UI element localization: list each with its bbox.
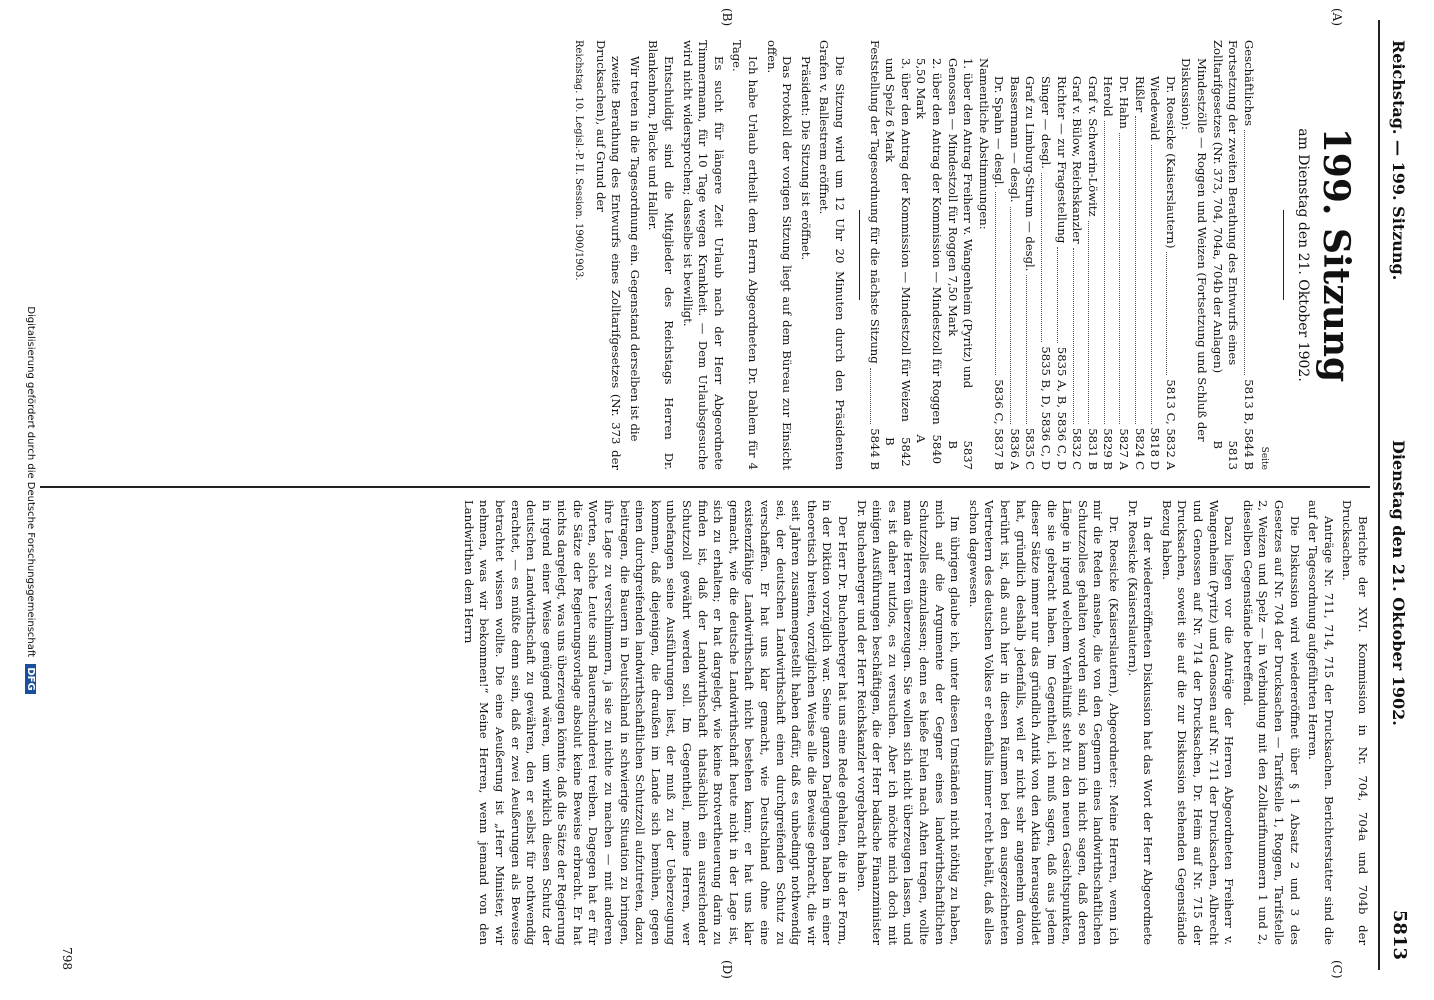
toc-entry-page: 5818 D xyxy=(1148,427,1163,470)
page-header xyxy=(1378,20,1416,970)
toc-entry xyxy=(1022,40,1038,470)
toc-entry-page: 5836 C, 5837 B xyxy=(992,379,1007,470)
toc-entry-text: Dr. Roesicke (Kaiserslautern) xyxy=(1163,76,1178,249)
toc-leader xyxy=(995,192,1007,375)
toc-leader xyxy=(1042,173,1054,342)
toc-entry-page: 5831 B xyxy=(1085,428,1100,470)
toc-entry-text: 2. über den Antrag der Kommission — Mindestzoll für Roggen 5,50 Mark xyxy=(914,58,944,425)
toc-entry-text: Singer — desgl. xyxy=(1039,76,1054,169)
toc-entry xyxy=(1006,40,1022,470)
toc-entry-page: 5827 A xyxy=(1117,428,1132,470)
toc-entry-text: Graf v. Bülow, Reichskanzler xyxy=(1070,76,1085,244)
table-of-contents xyxy=(866,40,1256,470)
toc-entry-page: 5837 B xyxy=(945,440,976,470)
toc-entry-page: 5844 B xyxy=(867,428,882,470)
toc-entry-page: 5829 B xyxy=(1101,428,1116,470)
paragraph: Anträge Nr. 711, 714, 715 der Drucksachen. Berichterstatter sind die auf der Tagesordnung aufgeführten Herren. xyxy=(1306,500,1336,945)
toc-leader xyxy=(1010,207,1022,425)
toc-entry-page: 5842 B xyxy=(883,437,913,467)
title-rule xyxy=(1283,210,1284,300)
toc-leader xyxy=(1057,247,1069,343)
toc-entry xyxy=(1100,40,1116,470)
toc-leader xyxy=(1104,121,1116,425)
toc-leader xyxy=(1073,248,1085,424)
digitization-stamp xyxy=(25,0,36,1000)
column-mark-a: (A) xyxy=(1330,8,1344,27)
toc-entry xyxy=(1178,40,1209,470)
toc-entry-page: 5824 C xyxy=(1132,427,1147,470)
toc-entry-text: Wiedewald xyxy=(1148,76,1163,141)
toc-entry-text: Dr. Spahn — desgl. xyxy=(992,76,1007,189)
column-divider xyxy=(40,486,1370,488)
paragraph: Die Sitzung wird um 12 Uhr 20 Minuten durch den Präsidenten Grafen v. Ballestrem eröffnet. xyxy=(817,40,847,470)
toc-entry xyxy=(1209,40,1240,470)
paragraph: Berichte der XVI. Kommission in Nr. 704, 704a und 704b der Drucksachen. xyxy=(1340,500,1370,945)
right-column xyxy=(10,500,1370,945)
toc-entry-page: 5840 A xyxy=(914,434,944,464)
paragraph: Im übrigen glaube ich, unter diesen Umständen nicht nöthig zu haben, mich auf die Argumente der Gegner eines landwirthschaftlichen Schutzzolles einzulassen; denn es hieße Eulen nach Athen tragen, wollte man die Herren überzeugen. Sie wollen sich nicht überzeugen lassen, und es ist daher nutzlos, es zu versuchen. Aber ich möchte mich doch mit einigen Ausführungen beschäftigen, die der Herr badische Finanzminister Dr. Buchenberger und der Herr Reichskanzler vorgebracht haben. xyxy=(854,500,963,945)
dfg-logo: DFG xyxy=(25,664,36,693)
toc-entry xyxy=(882,40,913,470)
paragraph: Das Protokoll der vorigen Sitzung liegt auf dem Büreau zur Einsicht offen. xyxy=(764,40,795,470)
toc-entry xyxy=(991,40,1007,470)
toc-entry-text: Bassermann — desgl. xyxy=(1007,76,1022,203)
toc-entry-text: Herold xyxy=(1101,76,1116,117)
toc-leader xyxy=(1151,145,1163,424)
toc-entry xyxy=(1240,40,1256,470)
toc-entry xyxy=(1069,40,1085,470)
toc-leader xyxy=(1026,275,1038,423)
toc-entry-page: 5835 A, B, 5836 C, D xyxy=(1054,346,1069,470)
toc-entry xyxy=(1115,40,1131,470)
session-title: 199. Sitzung xyxy=(1315,127,1357,383)
toc-entry-text: Graf v. Schwerin-Löwitz xyxy=(1085,76,1100,217)
sheet-number: 798 xyxy=(60,947,74,970)
toc-entry-page: 5835 B, D, 5836 C, D xyxy=(1039,346,1054,470)
toc-entry-text: Geschäftliches xyxy=(1241,40,1256,127)
toc-entry-text: 1. über den Antrag Freiherr v. Wangenheim (Pyritz) und Genossen — Mindestzoll für Roggen 7,50 Mark xyxy=(945,58,976,389)
left-column xyxy=(10,40,1370,470)
toc-entry-text: Feststellung der Tagesordnung für die nächste Sitzung xyxy=(867,40,882,364)
paragraph: Dazu liegen vor die Anträge der Herren Abgeordneten Freiherr v. Wangenheim (Pyritz) und Genossen auf Nr. 711 der Drucksachen, Albrecht und Genossen auf Nr. 714 der Drucksachen, Dr. Heim auf Nr. 715 der Drucksachen, soweit sie auf die zur Diskussion stehenden Gegenstände Bezug haben. xyxy=(1159,500,1237,945)
left-footnote: Reichstag. 10. Legisl.-P. II. Session. 1900/1903. xyxy=(573,40,585,281)
toc-entry-text: Namentliche Abstimmungen: xyxy=(976,58,991,230)
toc-leader xyxy=(1244,130,1256,375)
paragraph: zweite Berathung des Entwurfs eines Zolltarifgesetzes (Nr. 373 der Drucksachen), auf Grund der xyxy=(593,40,624,470)
toc-entry xyxy=(1053,40,1069,470)
paragraph: Der Herr Dr. Buchenberger hat uns eine Rede gehalten, die in der Form, in der Diktion vorzüglich war. Seine ganzen Darlegungen haben in einer theoretisch breiten, vorzüglichen Weise alle die Beweise gebracht, die wir seit Jahren zusammengestellt haben dafür, daß es unbedingt nothwendig sei, der deutschen Landwirthschaft einen durchgreifenden Schutz zu verschaffen. Er hat uns klar gemacht, wie Deutschland ohne eine existenzfähige Landwirthschaft nicht bestehen kann; er hat uns klar gemacht, wie die deutsche Landwirthschaft heute nicht in der Lage ist, sich zu erhalten; er hat dargelegt, wie keine Brotvertheuerung darin zu finden ist, daß der Landwirthschaft thatsächlich ein ausreichender Schutzzoll gewährt werden soll. Im Gegentheil, meine Herren, wer unbefangen seine Ausführungen liest, der muß zu der Ueberzeugung kommen, daß diejenigen, die draußen im Lande sich bemühen, gegen einen durchgreifenden landwirthschaftlichen Schutzzoll aufzutreten, dazu beitragen, die Bauern in Deutschland in schwierige Situation zu bringen, ihre Lage zu verschlimmern, ja sie zu nichte zu machen — mit anderen Worten, solche Leute sind Bauernschinderei treiben. Dagegen hat er für die Sätze der Regierungsvorlage absolut keine Beweise erbracht. Er hat nichts dargelegt, was uns überzeugen könnte, daß die Sätze der Regierung in irgend einer Weise genügend wären, um wirklich diesen Schutz der deutschen Landwirthschaft zu gewähren, den er selbst für nothwendig erachtet, — es müßte denn sein, daß er zwei Aeußerungen als Beweise betrachtet wissen wollte. Die eine Aeußerung ist „Herr Minister, wir nehmen, was wir bekommen!“ Meine Herren, wenn jemand von den Landwirthen dem Herrn xyxy=(461,500,850,945)
toc-leader xyxy=(870,368,882,425)
page-number: 5813 xyxy=(1389,909,1410,960)
paragraph: Entschuldigt sind die Mitglieder des Reichstags Herren Dr. Blankenhorn, Placke und Haller. xyxy=(646,40,677,470)
header-left: Reichstag. — 199. Sitzung. xyxy=(1389,40,1408,281)
column-mark-d: (D) xyxy=(720,960,734,979)
toc-entry xyxy=(1162,40,1178,470)
paragraph: Dr. Roesicke (Kaiserslautern), Abgeordneter: Meine Herren, wenn ich mir die Reden ansehe, die von den Gegnern eines landwirthschaftlichen Schutzzolles gehalten worden sind, so kann ich nicht sagen, daß deren Länge in irgend welchem Verhältniß steht zu den neuen Gesichtspunkten, die sie gebracht haben. Im Gegentheil, ich muß sagen, daß aus jedem dieser Sätze immer nur das gründlich Antik von den Aktia herausgebildet hat, gründlich deshalb jedenfalls, weil er nicht sehr angenehm davon berührt ist, daß auch hier in diesen Räumen bei den ausgezeichneten Vertretern des deutschen Volkes er ebenfalls immer recht behält, daß alles schon dagewesen. xyxy=(966,500,1122,945)
left-body-text xyxy=(592,40,847,470)
paragraph: In der wiedereröffneten Diskussion hat das Wort der Herr Abgeordnete Dr. Roesicke (Kaiserslautern). xyxy=(1125,500,1156,945)
toc-entry-page: 5836 A xyxy=(1007,428,1022,470)
toc-entry xyxy=(944,40,975,470)
toc-entry-page: 5835 C xyxy=(1023,427,1038,470)
toc-rule xyxy=(859,210,860,300)
toc-seite-label: Seite xyxy=(1259,446,1270,470)
toc-entry xyxy=(1147,40,1163,470)
toc-entry-page: 5813 B, 5844 B xyxy=(1241,379,1256,470)
toc-entry xyxy=(1038,40,1054,470)
toc-entry-text: Graf zu Limburg-Stirum — desgl. xyxy=(1023,76,1038,272)
toc-entry-page: 5813 B xyxy=(1210,440,1241,470)
toc-entry xyxy=(866,40,882,470)
toc-entry-page: 5832 C xyxy=(1070,427,1085,470)
paragraph: Wir treten in die Tagesordnung ein. Gegenstand derselben ist die xyxy=(627,56,642,442)
toc-entry-text: 3. über den Antrag der Kommission — Mindestzoll für Weizen und Spelz 6 Mark xyxy=(883,58,913,422)
digitization-note: Digitalisierung gefördert durch die Deutsche Forschungsgemeinschaft xyxy=(25,306,36,658)
toc-entry-text: Dr. Hahn xyxy=(1117,76,1132,129)
toc-entry xyxy=(1084,40,1100,470)
toc-entry-page: 5813 C, 5832 A xyxy=(1163,379,1178,470)
toc-entry-text: Fortsetzung der zweiten Berathung des Entwurfs eines Zolltarifgesetzes (Nr. 373, 704, 704a, 704b der Anlagen) xyxy=(1210,40,1241,374)
toc-entry xyxy=(1131,40,1147,470)
paragraph: Die Diskussion wird wiedereröffnet über § 1 Absatz 2 und 3 des Gesetzes auf Nr. 704 der Drucksachen — Tarifstelle 1, Roggen, Tarifstelle 2, Weizen und Spelz — in Verbindung mit den Zolltarifnummern 1 und 2, dieselben Gegenstände betreffend. xyxy=(1240,500,1302,945)
paragraph: Ich habe Urlaub ertheilt dem Herrn Abgeordneten Dr. Dahlem für 4 Tage. xyxy=(730,40,760,470)
toc-leader xyxy=(1088,221,1100,425)
paragraph: Präsident: Die Sitzung ist eröffnet. xyxy=(798,56,813,261)
column-mark-b: (B) xyxy=(720,8,734,27)
toc-entry xyxy=(975,40,991,470)
toc-leader xyxy=(1166,252,1178,375)
session-date: am Dienstag den 21. Oktober 1902. xyxy=(1295,128,1311,382)
toc-entry-text: Rißler xyxy=(1132,76,1147,113)
column-mark-c: (C) xyxy=(1330,960,1344,979)
toc-leader xyxy=(1119,133,1131,425)
toc-leader xyxy=(1135,116,1147,424)
header-date: Dienstag den 21. Oktober 1902. xyxy=(1389,440,1408,726)
toc-entry xyxy=(913,40,944,470)
right-body-text xyxy=(460,500,1370,945)
toc-entry-text: Mindestzölle — Roggen und Weizen (Fortsetzung und Schluß der Diskussion): xyxy=(1179,58,1210,442)
toc-entry-text: Richter — zur Fragestellung xyxy=(1054,76,1069,244)
paragraph: Es sucht für längere Zeit Urlaub nach der Herr Abgeordnete Timmermann, für 10 Tage wegen Krankheit. — Dem Urlaubsgesuche wird nicht widersprochen; dasselbe ist bewilligt. xyxy=(680,40,726,470)
